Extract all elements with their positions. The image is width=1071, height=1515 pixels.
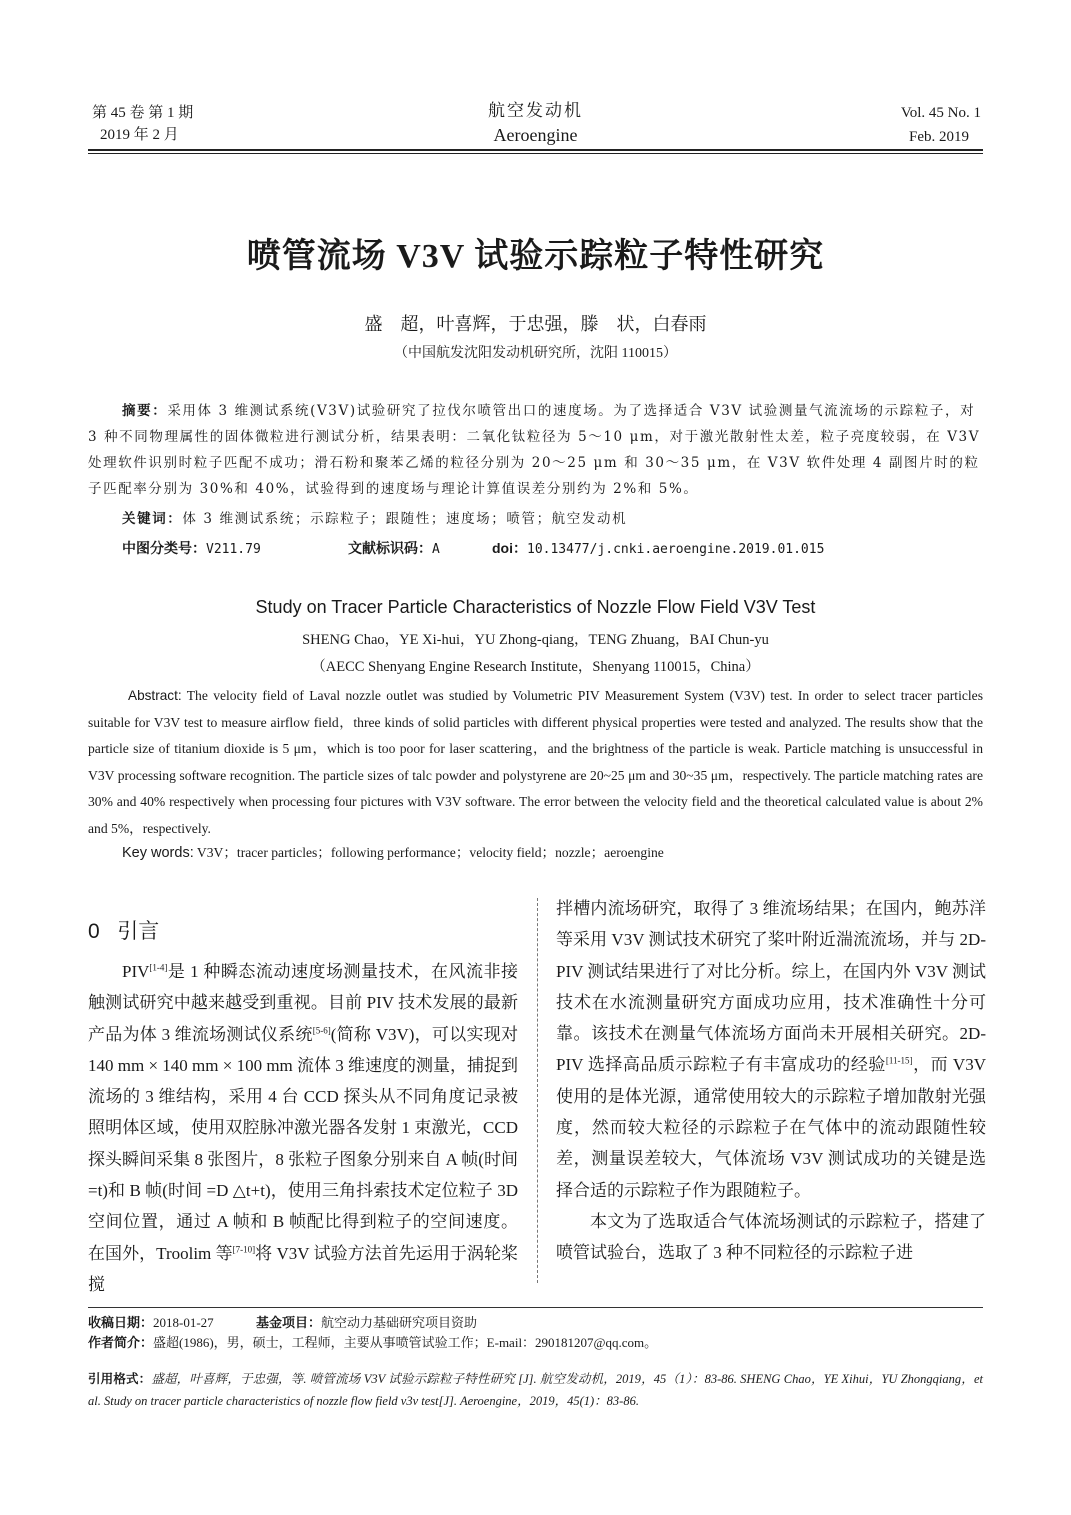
clc-label: 中图分类号： bbox=[122, 540, 206, 556]
section-heading bbox=[88, 915, 159, 945]
doc-code-row bbox=[348, 538, 440, 558]
keywords-en bbox=[122, 842, 664, 864]
fund-value: 航空动力基础研究项目资助 bbox=[321, 1315, 478, 1330]
clc-row bbox=[122, 538, 261, 558]
keywords-cn bbox=[122, 506, 982, 532]
doc-code-value: A bbox=[432, 542, 440, 557]
received-label: 收稿日期： bbox=[88, 1315, 154, 1330]
authors-cn: 盛 超，叶喜辉，于忠强，滕 状，白春雨 bbox=[364, 314, 707, 334]
author-bio-label: 作者简介： bbox=[88, 1335, 154, 1350]
affiliation-cn: （中国航发沈阳发动机研究所，沈阳 110015） bbox=[394, 346, 677, 361]
header-rule-thick bbox=[88, 149, 983, 151]
citation-text: 盛超，叶喜辉，于忠强，等. 喷管流场 V3V 试验示踪粒子特性研究 [J]. 航空发动机，2019，45（1）：83-86. SHENG Chao，YE Xihui，YU Zhongqiang，et al. Study on tracer particle characteristics of nozzle flow field v3v test[J]. Aeroengine，2019，45(1)：83-86. bbox=[88, 1372, 983, 1408]
footnote-rule bbox=[88, 1307, 983, 1308]
date-cn: 2019 年 2 月 bbox=[100, 127, 179, 143]
issue-cn: 第 45 卷 第 1 期 bbox=[92, 105, 194, 121]
intro-text: 拌槽内流场研究，取得了 3 维流场结果；在国内，鲍苏洋等采用 V3V 测试技术研究了桨叶附近湍流流场，并与 2D-PIV 测试结果进行了对比分析。综上，在国内外 V3V 测试技术在水流测量研究方面成功应用，技术准确性十分可靠。该技术在测量气体流场方面尚未开展相关研究。2D-PIV 选择高品质示踪粒子有丰富成功的经验 bbox=[556, 899, 986, 1075]
abstract-cn-label: 摘要： bbox=[122, 403, 168, 418]
intro-text: PIV bbox=[122, 962, 150, 981]
volume-en: Vol. 45 No. 1 bbox=[900, 105, 981, 121]
keywords-en-text: V3V；tracer particles；following performance；velocity field；nozzle；aeroengine bbox=[196, 845, 664, 860]
citation-ref: [1-4] bbox=[149, 962, 168, 973]
citation-format bbox=[88, 1368, 983, 1412]
author-bio bbox=[88, 1332, 657, 1351]
authors-en: SHENG Chao，YE Xi-hui，YU Zhong-qiang，TENG Zhuang，BAI Chun-yu bbox=[302, 632, 769, 648]
paper-title-en: Study on Tracer Particle Characteristics of Nozzle Flow Field V3V Test bbox=[255, 597, 816, 617]
paper-title-cn: 喷管流场 V3V 试验示踪粒子特性研究 bbox=[246, 238, 825, 275]
doc-code-label: 文献标识码： bbox=[348, 540, 432, 556]
section-title: 引言 bbox=[117, 920, 160, 943]
intro-left-column bbox=[88, 956, 518, 1300]
citation-ref: [11-15] bbox=[885, 1055, 913, 1066]
received-value: 2018-01-27 bbox=[153, 1315, 214, 1330]
fund-label: 基金项目： bbox=[256, 1315, 322, 1330]
intro-paragraph-2: 本文为了选取适合气体流场测试的示踪粒子，搭建了喷管试验台，选取了 3 种不同粒径的示踪粒子进 bbox=[556, 1211, 986, 1263]
keywords-en-label: Key words: bbox=[122, 845, 194, 861]
citation-ref: [7-10] bbox=[232, 1244, 256, 1255]
doi-row bbox=[492, 538, 824, 558]
intro-text: 将 V3V 试验方法首先运用于涡轮桨搅 bbox=[88, 1243, 518, 1294]
intro-text: (简称 V3V)，可以实现对 140 mm × 140 mm × 100 mm 流体 3 维速度的测量，捕捉到流场的 3 维结构，采用 4 台 CCD 探头从不同角度记录被照明体区域，使用双腔脉冲激光器各发射 1 束激光，CCD 探头瞬间采集 8 张图片，8 张粒子图象分别来自 A 帧(时间 =t)和 B 帧(时间 =D △t+t)，使用三角抖索技术定位粒子 3D 空间位置，通过 A 帧和 B 帧配比得到粒子的空间速度。在国外，Troolim 等 bbox=[88, 1024, 519, 1263]
doi-label: doi： bbox=[492, 540, 527, 556]
affiliation-en: （AECC Shenyang Engine Research Institute，Shenyang 110015，China） bbox=[311, 659, 760, 675]
journal-cn: 航空发动机 bbox=[488, 101, 583, 120]
citation-ref: [5-6] bbox=[312, 1024, 331, 1035]
abstract-cn bbox=[88, 398, 983, 502]
received-date bbox=[88, 1312, 214, 1331]
intro-text: ，而 V3V 使用的是体光源，通常使用较大的示踪粒子增加散射光强度，然而较大粒径的示踪粒子在气体中的流动跟随性较差，测量误差较大，气体流场 V3V 测试成功的关键是选择合适的示踪粒子作为跟随粒子。 bbox=[556, 1055, 986, 1200]
column-divider bbox=[537, 898, 538, 1283]
author-bio-value: 盛超(1986)，男，硕士，工程师，主要从事喷管试验工作；E-mail：290181207@qq.com。 bbox=[153, 1335, 658, 1350]
abstract-en-label: Abstract: bbox=[128, 688, 182, 703]
abstract-en-text: The velocity field of Laval nozzle outlet was studied by Volumetric PIV Measurement System (V3V) test. In order to select tracer particles suitable for V3V test to measure airflow field，three kinds of solid particles with different physical properties were tested and analyzed. The results show that the particle size of titanium dioxide is 5 μm，which is too poor for laser scattering，and the brightness of the particle is weak. Particle matching is unsuccessful in V3V processing software recognition. The particle sizes of talc powder and polystyrene are 20~25 μm and 30~35 μm，respectively. The particle matching rates are 30% and 40% respectively when processing four pictures with V3V software. The error between the velocity field and the theoretical calculated value is about 2% and 5%，respectively. bbox=[88, 688, 983, 836]
fund-info bbox=[256, 1312, 477, 1331]
intro-text: 是 1 种瞬态流动速度场测量技术，在风流非接触测试研究中越来越受到重视。目前 PIV 技术发展的最新产品为体 3 维流场测试仪系统 bbox=[88, 962, 518, 1044]
header-rule-thin bbox=[88, 153, 983, 154]
abstract-en bbox=[88, 683, 983, 842]
citation-label: 引用格式： bbox=[88, 1372, 152, 1386]
keywords-cn-text: 体 3 维测试系统；示踪粒子；跟随性；速度场；喷管；航空发动机 bbox=[182, 511, 628, 527]
keywords-cn-label: 关键词： bbox=[122, 511, 183, 526]
abstract-cn-text: 采用体 3 维测试系统(V3V)试验研究了拉伐尔喷管出口的速度场。为了选择适合 V3V 试验测量气流流场的示踪粒子，对 3 种不同物理属性的固体微粒进行测试分析，结果表明：二氧化钛粒径为 5～10 μm，对于激光散射性太差，粒子亮度较弱，在 V3V 处理软件识别时粒子匹配不成功；滑石粉和聚苯乙烯的粒径分别为 20～25 μm 和 30～35 μm，在 V3V 软件处理 4 副图片时的粒子匹配率分别为 30%和 40%，试验得到的速度场与理论计算值误差分别约为 2%和 5%。 bbox=[88, 403, 981, 497]
doi-value: 10.13477/j.cnki.aeroengine.2019.01.015 bbox=[527, 542, 825, 557]
date-en: Feb. 2019 bbox=[909, 129, 969, 145]
journal-en: Aeroengine bbox=[493, 125, 578, 145]
clc-value: V211.79 bbox=[206, 542, 261, 557]
intro-right-column bbox=[556, 893, 986, 1269]
section-number: 0 bbox=[88, 920, 100, 943]
